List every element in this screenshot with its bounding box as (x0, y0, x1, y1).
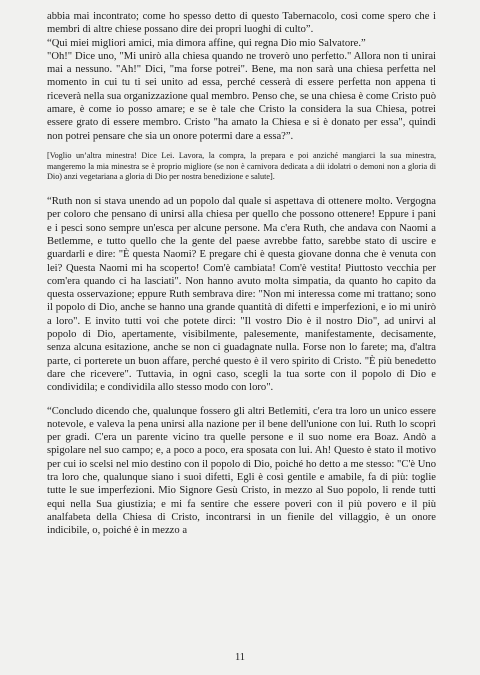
paragraph-quote: “Qui miei migliori amici, mia dimora affine, qui regna Dio mio Salvatore.” (47, 37, 366, 49)
bracketed-note: [Voglio un’altra minestra! Dice Lei. Lavora, la compra, la prepara e poi anziché mangiarci la sua minestra, mangeremo la mia minestra se è proprio migliore (se non è carnivora dedicata a dii idolatri o demoni non a gloria di Dio) anzi vegetariana a gloria di Dio per nostra benedizione e salute]. (47, 150, 436, 182)
paragraph-ruth: “Ruth non si stava unendo ad un popolo dal quale si aspettava di ottenere molto. Vergogna per coloro che pensano di unirsi alla chiesa per quello che possono ottenere! Eppure i pani e i pesci sono sempre un'esca per alcune persone. Ma c'era Ruth, che andava con Naomi a Betlemme, e tutto quello che la gente del paese avrebbe fatto, sarebbe stato di uscire e guardarli e dire: "È questa Naomi? E pregare chi è questa giovane donna che è venuta con lei? Questa Naomi mi ha scoperto! Com'è cambiata! Com'è vestita! Piuttosto vecchia per com'era quando ci ha lasciati". Non hanno avuto molta simpatia, da quanto ho capito da questa osservazione; eppure Ruth sembrava dire: "Non mi interessa come mi trattano; sono il popolo di Dio, anche se hanno una grande quantità di difetti e imperfezioni, e io mi unirò a loro". E invito tutti voi che potete dirci: "Il vostro Dio è il nostro Dio", ad unirvi al popolo di Dio, apertamente, visibilmente, palesemente, manifestamente, decisamente, senza alcuna esitazione, anche se non ci guadagnate nulla. Forse non lo farete; ma, d'altra parte, ci porterete un buon affare, perché questo è il vero spirito di Cristo. "È più benedetto dare che ricevere". Tuttavia, in ogni caso, scegli la tua sorte con il popolo di Dio e condividila; e condividila allo stesso modo con loro". (47, 196, 436, 394)
paragraph-perfect-church: "Oh!" Dice uno, "Mi unirò alla chiesa quando ne troverò uno perfetto." Allora non ti unirai mai a nessuno. "Ah!" Dici, "ma forse potrei". Bene, ma non sarà una chiesa perfetta nel momento in cui tu ti sei unito ad essa, perché cesserà di essere perfetta non appena ti riceverà nella sua organizzazione qual membro. Penso che, se una chiesa è come Cristo può amare, è come io posso amare; e se è tale che Cristo la considera la sua Chiesa, potrei essere grato di essere membro. Cristo "ha amato la Chiesa e si è donato per essa", quindi non potrei pensare che sia un onore potermi dare a essa?”. (47, 50, 436, 142)
paragraph-conclusion: “Concludo dicendo che, qualunque fossero gli altri Betlemiti, c'era tra loro un unico essere notevole, e valeva la pena unirsi alla nazione per il bene dell'unione con lui. Ruth lo scoprì per gradi. C'era un parente vicino tra quelle persone e il suo nome era Boaz. Andò a spigolare nel suo campo; e, a poco a poco, era sposata con lui. Ah! Questo è stato il motivo per cui io scelsi nel mio destino con il popolo di Dio, poiché ho detto a me stesso: "C'è Uno tra loro che, qualunque siano i suoi difetti, Egli è così gentile e amabile, fa di più: toglie tutte le sue imperfezioni. Mio Signore Gesù Cristo, in mezzo al Suo popolo, li rende tutti equi nella Sua giustizia; e mi fa sentire che essere poveri con il più povero e il più analfabeta della Chiesa di Cristo, incontrarsi in un fienile del villaggio, è un onore indicibile, o, poiché è in mezzo a (47, 405, 436, 537)
paragraph-opening: abbia mai incontrato; come ho spesso detto di questo Tabernacolo, così come spero che i membri di altre chiese possano dire dei propri luoghi di culto”. (47, 11, 436, 36)
page-number: 11 (234, 652, 246, 663)
